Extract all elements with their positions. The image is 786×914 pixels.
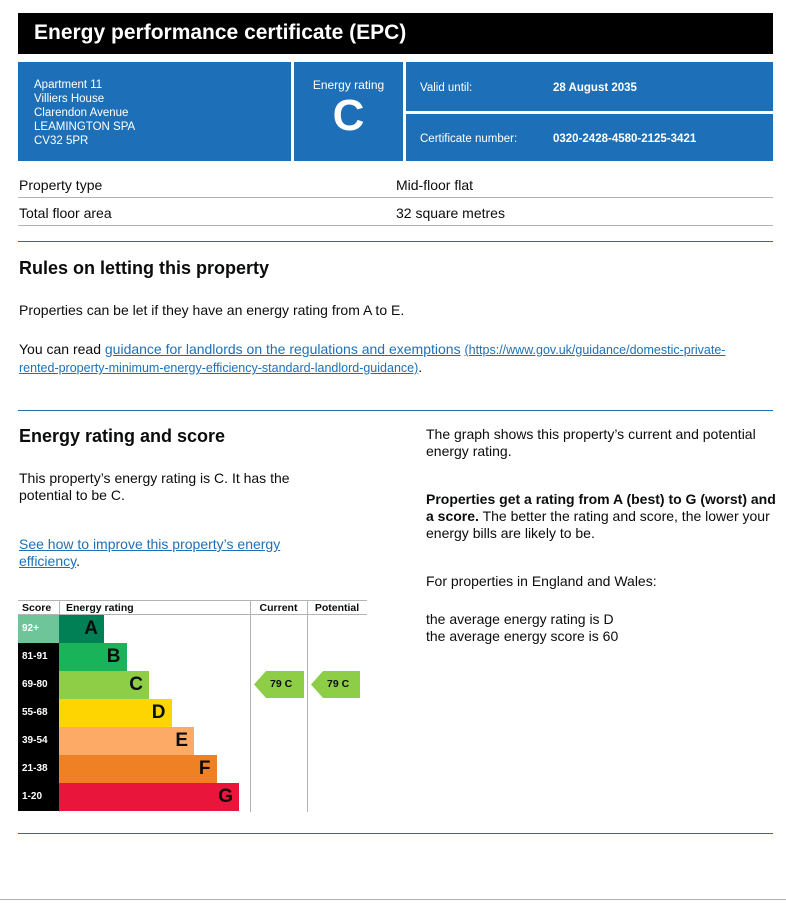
chart-gridline [307, 600, 308, 812]
page-bottom-edge [0, 899, 786, 900]
potential-header: Potential [307, 600, 367, 615]
chart-gridline [250, 600, 251, 812]
score-header: Score [18, 600, 59, 615]
current-rating-arrow [254, 671, 304, 698]
score-text: This property’s energy rating is C. It has the potential to be C. [19, 470, 290, 503]
score-range-g: 1-20 [18, 783, 59, 811]
landlord-guidance-link[interactable]: guidance for landlords on the regulations and exemptions [104, 341, 461, 357]
band-a: A [59, 615, 104, 643]
valid-until-label: Valid until: [420, 82, 473, 94]
property-type-label: Property type [19, 177, 103, 193]
landlord-guidance-url[interactable]: (https://www.gov.uk/guidance/domestic-private-rented-property-minimum-energy-efficiency-standard-landlord-guidance) [19, 343, 726, 375]
property-type-row [18, 170, 773, 198]
score-range-b: 81-91 [18, 643, 59, 671]
floor-area-value: 32 square metres [396, 205, 505, 221]
average-rating: the average energy rating is D [426, 611, 614, 627]
score-heading: Energy rating and score [19, 426, 226, 446]
score-range-c: 69-80 [18, 671, 59, 699]
rating-explanation-rest: The better the rating and score, the lower your energy bills are likely to be. [426, 508, 770, 541]
improve-efficiency-link[interactable]: See how to improve this property’s energy efficiency [19, 536, 281, 569]
current-rating-arrow-label: 79 C [270, 678, 293, 690]
band-b: B [59, 643, 127, 671]
score-range-e: 39-54 [18, 727, 59, 755]
score-range-a: 92+ [18, 615, 59, 643]
improve-paragraph [19, 536, 319, 570]
graph-description: The graph shows this property’s current and potential energy rating. [426, 426, 756, 459]
certificate-number-box [406, 114, 773, 161]
band-d: D [59, 699, 172, 727]
band-e: E [59, 727, 194, 755]
current-header: Current [250, 600, 307, 615]
certificate-number-value: 0320-2428-4580-2125-3421 [553, 133, 697, 145]
valid-until-value: 28 August 2035 [553, 82, 637, 94]
letting-guidance-paragraph [19, 341, 759, 377]
score-range-f: 21-38 [18, 755, 59, 783]
certificate-number-label: Certificate number: [420, 133, 518, 145]
energy-rating-label: Energy rating [312, 78, 385, 92]
section-divider [18, 410, 773, 411]
address-block [18, 62, 291, 161]
energy-rating-letter: C [332, 91, 365, 140]
address-line: Clarendon Avenue [34, 107, 129, 119]
address-line: Apartment 11 [34, 79, 103, 91]
valid-until-box [406, 62, 773, 111]
section-divider [18, 833, 773, 834]
band-c: C [59, 671, 149, 699]
score-range-d: 55-68 [18, 699, 59, 727]
region-text: For properties in England and Wales: [426, 573, 657, 589]
property-type-value: Mid-floor flat [396, 177, 474, 193]
letting-text: Properties can be let if they have an energy rating from A to E. [19, 302, 405, 318]
rating-explanation [426, 491, 776, 542]
potential-rating-arrow-label: 79 C [327, 678, 350, 690]
floor-area-label: Total floor area [19, 205, 112, 221]
average-score: the average energy score is 60 [426, 628, 619, 644]
band-g: G [59, 783, 239, 811]
section-divider [18, 241, 773, 242]
floor-area-row [18, 198, 773, 226]
rating-header: Energy rating [59, 600, 250, 615]
letting-heading: Rules on letting this property [19, 258, 270, 278]
energy-rating-box [294, 62, 403, 161]
guidance-prefix: You can read [19, 341, 105, 357]
energy-rating-chart [18, 600, 367, 812]
certificate-header [18, 62, 773, 161]
improve-suffix: . [76, 553, 80, 569]
address-line: Villiers House [34, 93, 105, 105]
guidance-suffix: . [418, 359, 423, 375]
page-title: Energy performance certificate (EPC) [18, 13, 773, 54]
band-f: F [59, 755, 217, 783]
potential-rating-arrow [311, 671, 360, 698]
address-line: CV32 5PR [34, 135, 89, 147]
rating-explanation-bold: Properties get a rating from A (best) to G (worst) and a score. [426, 491, 776, 524]
address-line: LEAMINGTON SPA [34, 121, 136, 133]
